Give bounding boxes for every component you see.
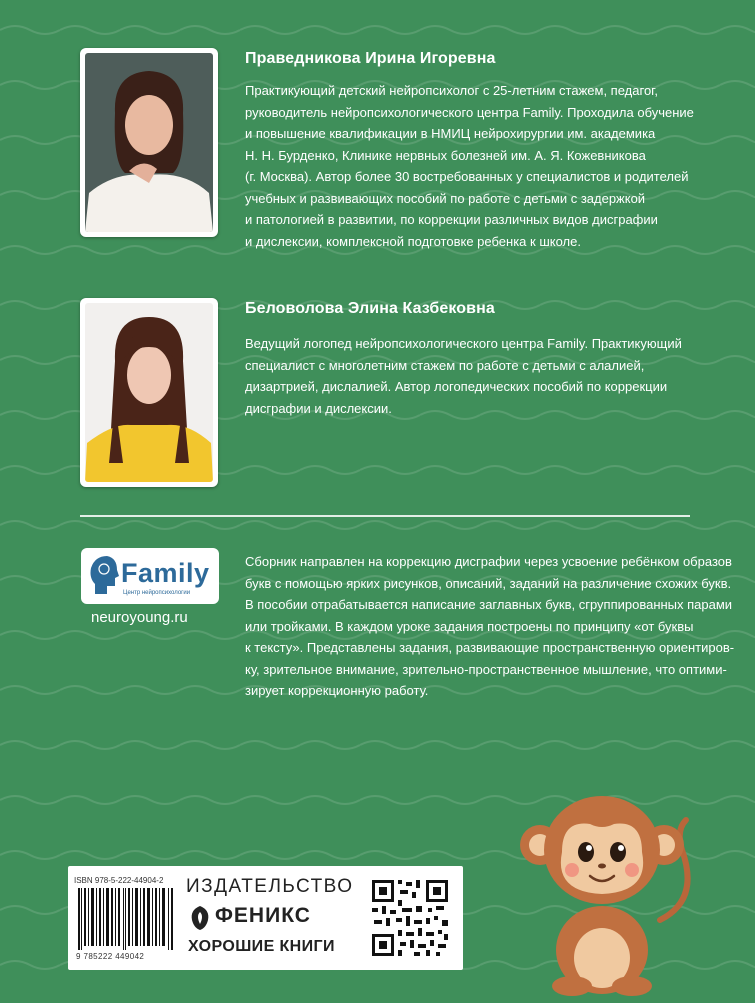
description-line: к тексту». Представлены задания, развивающие пространственную ориентиров- <box>245 640 735 655</box>
book-description <box>245 551 735 702</box>
description-line: зирует коррекционную работу. <box>245 683 429 698</box>
bio-line: дисграфии и дислексии. <box>245 400 392 416</box>
monkey-illustration-icon <box>510 790 700 1000</box>
description-line: Сборник направлен на коррекцию дисграфии через усвоение ребёнком образов <box>245 554 732 569</box>
barcode-digits: 9 785222 449042 <box>76 952 145 961</box>
bio-line: (г. Москва). Автор более 30 востребованных у специалистов и родителей <box>245 169 689 184</box>
phoenix-logo-icon <box>188 904 212 932</box>
bio-line: Практикующий детский нейропсихолог с 25-летним стажем, педагог, <box>245 83 658 98</box>
description-line: букв с помощью ярких рисунков, описаний, заданий на различение схожих букв. <box>245 575 732 591</box>
author1-bio <box>245 80 694 252</box>
head-profile-icon <box>89 554 119 598</box>
publisher-name: ФЕНИКС <box>215 904 311 927</box>
logo-subtitle: Центр нейропсихологии <box>123 590 191 596</box>
publisher-slogan: ХОРОШИЕ КНИГИ <box>188 938 335 955</box>
barcode-icon <box>78 888 174 950</box>
logo-name: Family <box>121 558 210 588</box>
bio-line: и повышение квалификации в НМИЦ нейрохирургии им. академика <box>245 126 656 141</box>
bio-line: и дислексии, комплексной подготовке ребенка к школе. <box>245 233 581 249</box>
description-line: ку, зрительное внимание, зрительно-пространственное мышление, что оптими- <box>245 661 727 677</box>
publisher-label: ИЗДАТЕЛЬСТВО <box>186 876 354 897</box>
author2-bio <box>245 333 681 419</box>
website-link[interactable]: neuroyoung.ru <box>91 609 188 626</box>
woman-portrait-icon <box>85 303 213 482</box>
author1-photo <box>80 48 218 237</box>
description-line: В пособии отрабатывается написание заглавных букв, сгруппированных парами <box>245 597 733 612</box>
qr-code-icon <box>370 878 450 958</box>
bio-line: Н. Н. Бурденко, Клинике нервных болезней им. А. Я. Кожевникова <box>245 147 646 163</box>
description-line: или тройками. В каждом уроке задания построены по принципу «от буквы <box>245 618 694 634</box>
bio-line: дизартрией, дислалией. Автор логопедических пособий по коррекции <box>245 379 668 394</box>
family-logo <box>81 548 219 604</box>
author1-name: Праведникова Ирина Игоревна <box>245 50 496 67</box>
author2-photo <box>80 298 218 487</box>
bio-line: Ведущий логопед нейропсихологического центра Family. Практикующий <box>245 336 682 351</box>
woman-portrait-icon <box>85 53 213 232</box>
bio-line: специалист с многолетним стажем по работе с детьми с алалией, <box>245 357 645 373</box>
bio-line: руководитель нейропсихологического центра Family. Проходила обучение <box>245 104 694 120</box>
isbn: ISBN 978-5-222-44904-2 <box>74 876 164 885</box>
section-divider <box>80 515 690 517</box>
bio-line: учебных и развивающих пособий по работе с детьми с задержкой <box>245 190 646 206</box>
bio-line: и патологией в развитии, по коррекции различных видов дисграфии <box>245 212 658 227</box>
author2-name: Беловолова Элина Казбековна <box>245 300 495 317</box>
publisher-panel <box>68 866 463 970</box>
